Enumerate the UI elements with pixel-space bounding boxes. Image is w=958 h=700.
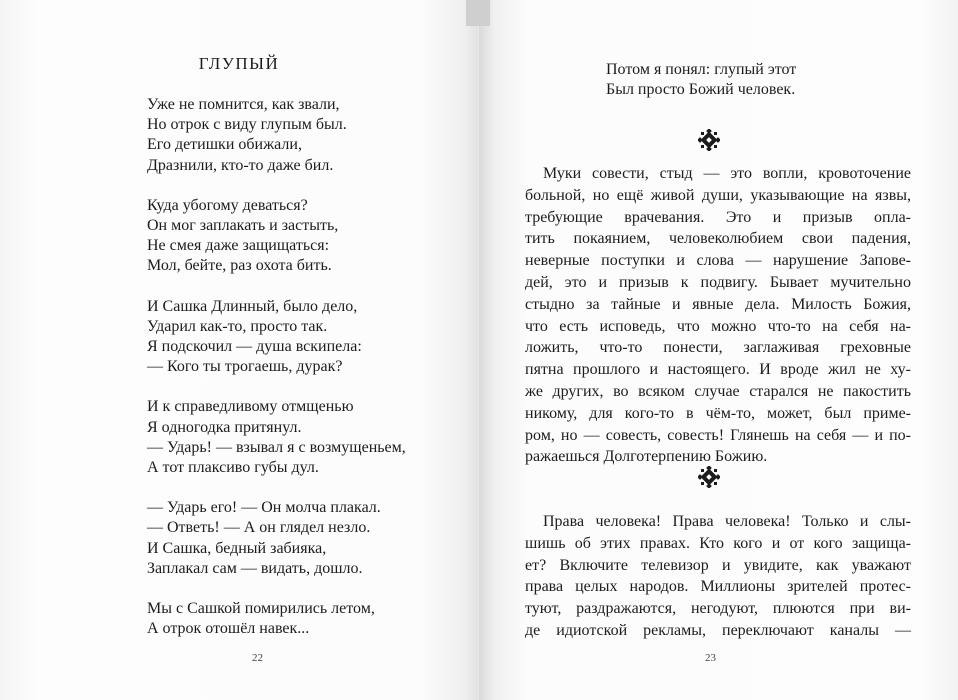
poem-line: Дразнили, кто-то даже бил. xyxy=(147,156,334,174)
poem-line: Куда убогому деваться? xyxy=(147,196,308,214)
paragraph-conscience xyxy=(525,163,911,468)
prose-line: шишь об этих правах. Кто кого и от кого защища- xyxy=(525,534,911,552)
poem-line: Он мог заплакать и застыть, xyxy=(147,217,339,235)
stanza xyxy=(147,599,406,639)
prose-line: ром, но — совесть, совесть! Глянешь на себя — и по- xyxy=(525,426,911,444)
poem-title: ГЛУПЫЙ xyxy=(198,54,280,73)
poem-line: Я подскочил — душа вскипела: xyxy=(147,338,362,356)
prose-line: туют, раздражаются, негодуют, плюются при ви- xyxy=(525,600,911,618)
prose-line: ет? Включите телевизор и увидите, как уважают xyxy=(525,556,911,574)
prose-line: ложить, что-то понести, заглаживая греховные xyxy=(525,339,911,357)
poem-line: Его детишки обижали, xyxy=(147,136,302,154)
prose-line: де идиотской рекламы, переключают каналы — xyxy=(525,621,911,639)
poem-line: — Ответь! — А он глядел незло. xyxy=(147,519,371,537)
prose-line: Муки совести, стыд — это вопли, кровоточение xyxy=(543,165,911,182)
rosette-ornament-icon xyxy=(698,466,720,488)
poem-line: Уже не помнится, как звали, xyxy=(147,96,340,113)
prose-line: ражаешься Долготерпению Божию. xyxy=(525,448,768,466)
page-number-right: 23 xyxy=(705,652,716,664)
stanza xyxy=(147,397,406,478)
rosette-ornament-icon xyxy=(698,129,720,151)
poem-line: Ударил как-то, просто так. xyxy=(147,317,328,335)
stanza xyxy=(147,196,406,277)
poem-line: Не смея даже защищаться: xyxy=(147,237,330,255)
poem-line: А отрок отошёл навек... xyxy=(147,620,310,638)
poem-line: И Сашка Длинный, было дело, xyxy=(147,297,358,315)
paragraph-human-rights xyxy=(525,511,911,642)
poem-line: Но отрок с виду глупым был. xyxy=(147,116,347,134)
poem-line: Потом я понял: глупый этот xyxy=(606,61,797,78)
stanza xyxy=(147,297,406,378)
prose-line: Права человека! Права человека! Только и слы- xyxy=(543,513,911,530)
poem-body xyxy=(147,95,406,659)
page-number-left: 22 xyxy=(252,652,263,664)
poem-line: — Ударь! — взывал я с возмущеньем, xyxy=(147,438,406,456)
prose-line: требующие врачевания. Это и призыв опла- xyxy=(525,208,911,226)
poem-line: Мол, бейте, раз охота бить. xyxy=(147,257,332,275)
prose-line: пятна прошлого и настоящего. И вроде жил не ху- xyxy=(525,361,911,379)
prose-line: тить покаянием, человеколюбием свои падения, xyxy=(525,230,911,248)
prose-line: же других, во всяком случае старался не пакостить xyxy=(525,382,911,400)
poem-line: — Кого ты трогаешь, дурак? xyxy=(147,358,343,376)
poem-line: А тот плаксиво губы дул. xyxy=(147,459,319,477)
stanza xyxy=(147,95,406,176)
left-page xyxy=(0,0,478,700)
poem-line: — Ударь его! — Он молча плакал. xyxy=(147,499,381,517)
poem-line: Был просто Божий человек. xyxy=(606,81,796,98)
poem-line: И Сашка, бедный забияка, xyxy=(147,539,327,557)
prose-line: больной, но ещё живой души, указывающие на язвы, xyxy=(525,186,911,204)
prose-line: никому, для кого-то в чём-то, может, был приме- xyxy=(525,404,911,422)
prose-line: что есть исповедь, что можно что-то на себя на- xyxy=(525,317,911,335)
poem-ending xyxy=(606,60,796,100)
prose-line: права целых народов. Миллионы зрителей протес- xyxy=(525,578,911,596)
poem-line: И к справедливому отмщенью xyxy=(147,398,354,416)
poem-line: Мы с Сашкой помирились летом, xyxy=(147,600,375,618)
prose-line: стыдно за тайные и явные дела. Милость Божия, xyxy=(525,295,911,313)
prose-line: неверные поступки и слова — нарушение Запове- xyxy=(525,252,911,270)
stanza xyxy=(147,498,406,579)
poem-line: Заплакал сам — видать, дошло. xyxy=(147,559,363,577)
gutter-shadow xyxy=(466,0,490,26)
right-page xyxy=(479,0,958,700)
poem-line: Я одногодка притянул. xyxy=(147,418,302,436)
prose-line: дей, это и призыв к подвигу. Бывает мучительно xyxy=(525,273,911,291)
